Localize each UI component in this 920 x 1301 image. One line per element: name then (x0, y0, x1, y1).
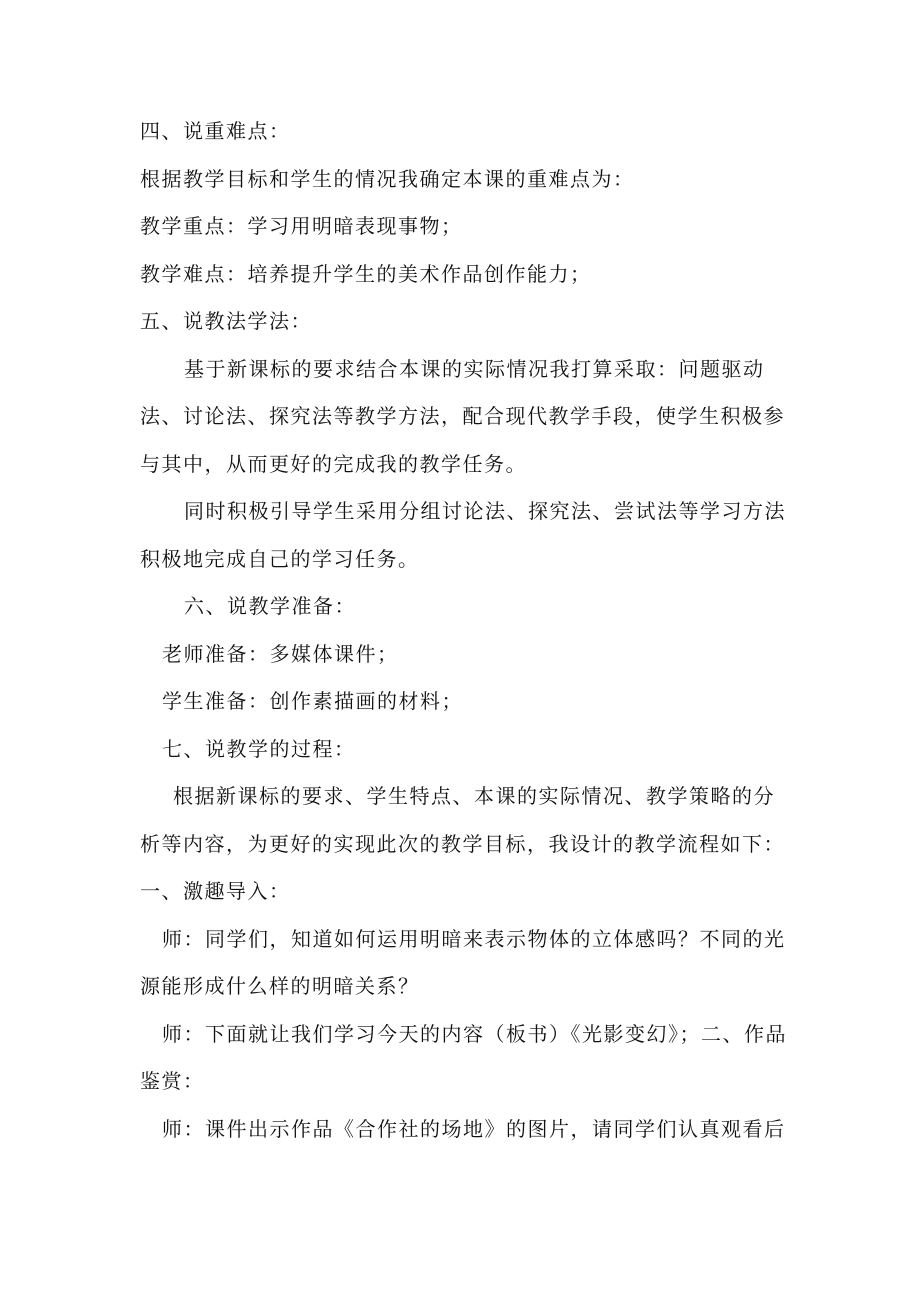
paragraph-student-preparation: 学生准备：创作素描画的材料； (162, 689, 463, 713)
paragraph-teaching-process-intro: 根据新课标的要求、学生特点、本课的实际情况、教学策略的分析等内容，为更好的实现此次的教学目标，我设计的教学流程如下： (140, 784, 785, 856)
paragraph-teaching-methods: 基于新课标的要求结合本课的实际情况我打算采取：问题驱动法、讨论法、探究法等教学方法，配合现代教学手段，使学生积极参与其中，从而更好的完成我的教学任务。 (140, 356, 785, 476)
heading-teaching-preparation: 六、说教学准备： (184, 594, 356, 618)
document-body (140, 108, 790, 1153)
paragraph-key-points-intro: 根据教学目标和学生的情况我确定本课的重难点为： (140, 166, 635, 191)
heading-key-points: 四、说重难点： (140, 119, 291, 143)
paragraph-teacher-artwork: 师：课件出示作品《合作社的场地》的图片，请同学们认真观看后 (162, 1116, 786, 1141)
paragraph-learning-methods: 同时积极引导学生采用分组讨论法、探究法、尝试法等学习方法积极地完成自己的学习任务。 (140, 499, 786, 571)
paragraph-teacher-question: 师：同学们，知道如何运用明暗来表示物体的立体感吗？不同的光源能形成什么样的明暗关系？ (140, 926, 786, 998)
paragraph-teacher-topic: 师：下面就让我们学习今天的内容（板书）《光影变幻》；二、作品鉴赏： (140, 1021, 787, 1093)
paragraph-teaching-focus: 教学重点：学习用明暗表现事物； (140, 214, 463, 238)
paragraph-teaching-difficulty: 教学难点：培养提升学生的美术作品创作能力； (140, 261, 592, 286)
heading-teaching-methods: 五、说教法学法： (140, 309, 312, 333)
heading-stimulate-interest: 一、激趣导入： (140, 879, 291, 903)
paragraph-teacher-preparation: 老师准备：多媒体课件； (162, 641, 399, 666)
heading-teaching-process: 七、说教学的过程： (162, 736, 356, 761)
